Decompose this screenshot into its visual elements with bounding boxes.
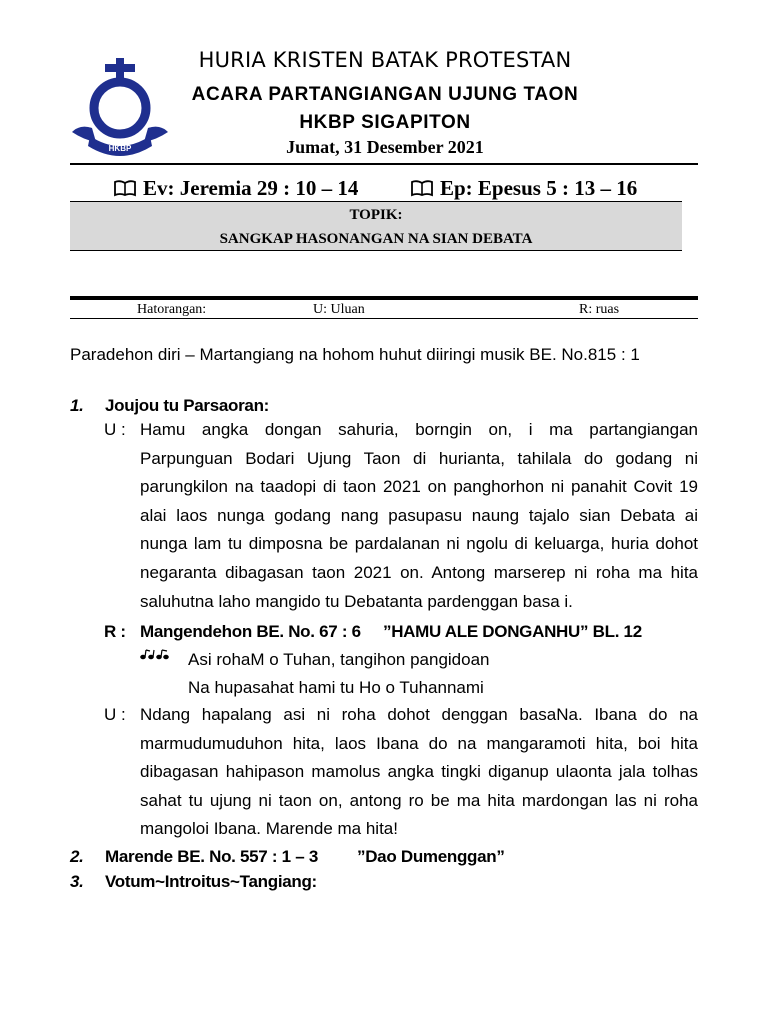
text-line: parungkilon na taadopi di taon 2021 on panghorhon ni panahit Covit 19	[140, 477, 698, 497]
section-number: 3.	[70, 872, 84, 891]
text-line: negaranta dibagasan taon 2021 on. Antong marserep ni roha ma hita	[140, 562, 698, 582]
text-line: marmudumuduhon hita, laos Ibana do na mangaramoti hita, boi hita	[140, 733, 698, 753]
song-line: Na hupasahat hami tu Ho o Tuhannami	[188, 678, 484, 697]
logo-text: HKBP	[108, 144, 132, 153]
header-divider	[70, 163, 698, 165]
reading-ev-text: Ev: Jeremia 29 : 10 – 14	[143, 176, 359, 200]
hkbp-logo	[70, 56, 170, 162]
intro-text: Paradehon diri – Martangiang na hohom huhut diiringi musik BE. No.815 : 1	[70, 345, 640, 364]
r-text: Mangendehon BE. No. 67 : 6	[140, 622, 361, 641]
text-line: Ndang hapalang asi ni roha dohot denggan basaNa. Ibana do na	[140, 705, 698, 724]
legend-ruas: R: ruas	[579, 302, 620, 317]
legend-top-rule	[70, 296, 698, 300]
text-line: Parpunguan Bodari Ujung Taon di hurianta, tahilala do godang ni	[140, 448, 698, 468]
u-marker: U :	[104, 420, 126, 439]
u2-paragraph	[140, 701, 698, 844]
text-line: mangoloi Ibana. Marende ma hita!	[140, 819, 398, 839]
section-number: 1.	[70, 396, 84, 415]
event-date: Jumat, 31 Desember 2021	[286, 137, 484, 157]
text-line: sahat tu ujung ni taon on, antong ro be ma hita mardongan las ni roha	[140, 790, 698, 810]
music-notes-icon	[140, 648, 170, 660]
section-2	[70, 847, 84, 867]
church-name: HURIA KRISTEN BATAK PROTESTAN	[198, 48, 572, 72]
legend-bottom-rule	[70, 318, 698, 319]
topic-label: TOPIK:	[349, 207, 403, 223]
legend-hatorangan: Hatorangan:	[137, 302, 207, 317]
section-3	[70, 872, 84, 892]
event-title: ACARA PARTANGIANGAN UJUNG TAON	[191, 84, 579, 105]
topic-title: SANGKAP HASONANGAN NA SIAN DEBATA	[219, 231, 533, 247]
legend-uluan: U: Uluan	[313, 302, 365, 317]
church-location: HKBP SIGAPITON	[299, 112, 471, 133]
section-1	[70, 396, 84, 416]
section-1-title: Joujou tu Parsaoran:	[105, 396, 270, 415]
text-line: nunga lam tu dimposna be pardalanan ni ngolu di keluarga, huria dohot	[140, 534, 698, 554]
reading-ev	[113, 176, 358, 201]
text-line: alai laos nunga godang nang pasupasu naung tajalo sian Debata ai	[140, 505, 698, 525]
section-2-song: ”Dao Dumenggan”	[357, 847, 505, 866]
book-icon	[113, 179, 137, 197]
text-line: Hamu angka dongan sahuria, borngin on, i ma partangiangan	[140, 420, 698, 439]
section-3-title: Votum~Introitus~Tangiang:	[105, 872, 317, 891]
r-marker: R :	[104, 622, 126, 641]
section-2-title: Marende BE. No. 557 : 1 – 3	[105, 847, 318, 866]
text-line: saluhutna laho mangido tu Debatanta pardenggan basa i.	[140, 591, 573, 611]
u1-paragraph	[140, 416, 698, 616]
reading-ep-text: Ep: Epesus 5 : 13 – 16	[440, 176, 638, 200]
section-number: 2.	[70, 847, 84, 866]
text-line: dibagasan hahipason mamolus angka tingki diganup ulaonta jala tolhas	[140, 762, 698, 782]
song-line: Asi rohaM o Tuhan, tangihon pangidoan	[188, 650, 490, 669]
r-song: ”HAMU ALE DONGANHU” BL. 12	[383, 622, 642, 641]
u-marker: U :	[104, 705, 126, 724]
book-icon	[410, 179, 434, 197]
reading-ep	[410, 176, 637, 201]
